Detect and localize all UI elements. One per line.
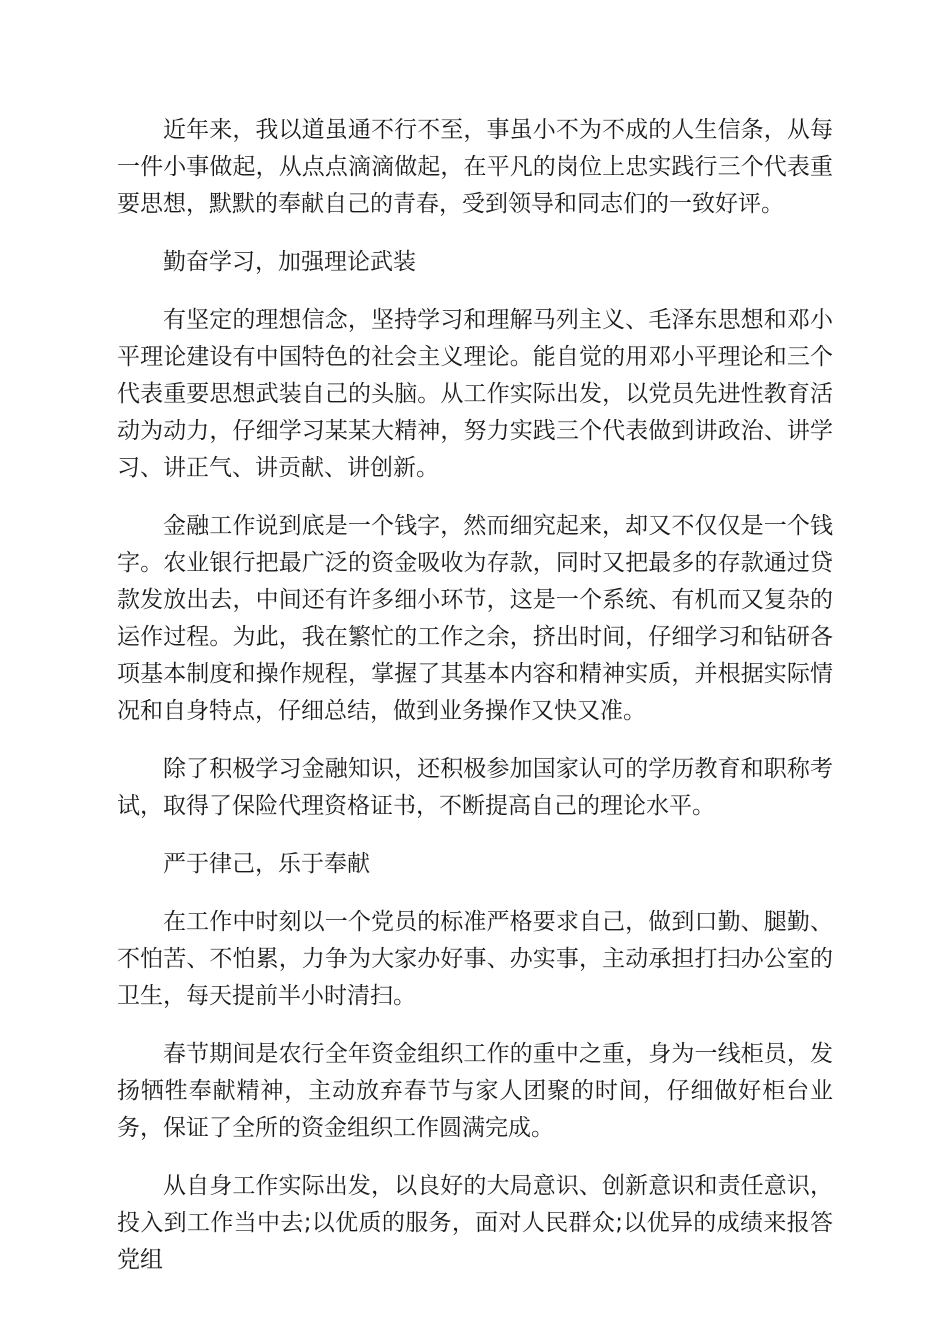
document-body bbox=[117, 112, 833, 1300]
paragraph-education: 除了积极学习金融知识，还积极参加国家认可的学历教育和职称考试，取得了保险代理资格证书，不断提高自己的理论水平。 bbox=[117, 756, 833, 819]
paragraph-finance-work: 金融工作说到底是一个钱字，然而细究起来，却又不仅仅是一个钱字。农业银行把最广泛的资金吸收为存款，同时又把最多的存款通过贷款发放出去，中间还有许多细小环节，这是一个系统、有机而又复杂的运作过程。为此，我在繁忙的工作之余，挤出时间，仔细学习和钻研各项基本制度和操作规程，掌握了其基本内容和精神实质，并根据实际情况和自身特点，仔细总结，做到业务操作又快又准。 bbox=[117, 513, 833, 724]
section-heading-study: 勤奋学习，加强理论武装 bbox=[163, 249, 416, 275]
paragraph-service: 从自身工作实际出发，以良好的大局意识、创新意识和责任意识，投入到工作当中去;以优质的服务，面对人民群众;以优异的成绩来报答党组 bbox=[117, 1173, 833, 1273]
paragraph-theory: 有坚定的理想信念，坚持学习和理解马列主义、毛泽东思想和邓小平理论建设有中国特色的社会主义理论。能自觉的用邓小平理论和三个代表重要思想武装自己的头脑。从工作实际出发，以党员先进性教育活动为动力，仔细学习某某大精神，努力实践三个代表做到讲政治、讲学习、讲正气、讲贡献、讲创新。 bbox=[117, 307, 833, 481]
section-heading-discipline: 严于律己，乐于奉献 bbox=[163, 851, 370, 877]
paragraph-intro: 近年来，我以道虽通不行不至，事虽小不为不成的人生信条，从每一件小事做起，从点点滴滴做起，在平凡的岗位上忠实践行三个代表重要思想，默默的奉献自己的青春，受到领导和同志们的一致好评。 bbox=[117, 117, 833, 217]
paragraph-spring-festival: 春节期间是农行全年资金组织工作的重中之重，身为一线柜员，发扬牺牲奉献精神，主动放弃春节与家人团聚的时间，仔细做好柜台业务，保证了全所的资金组织工作圆满完成。 bbox=[117, 1041, 833, 1141]
paragraph-party-member: 在工作中时刻以一个党员的标准严格要求自己，做到口勤、腿勤、不怕苦、不怕累，力争为大家办好事、办实事，主动承担打扫办公室的卫生，每天提前半小时清扫。 bbox=[117, 909, 833, 1009]
